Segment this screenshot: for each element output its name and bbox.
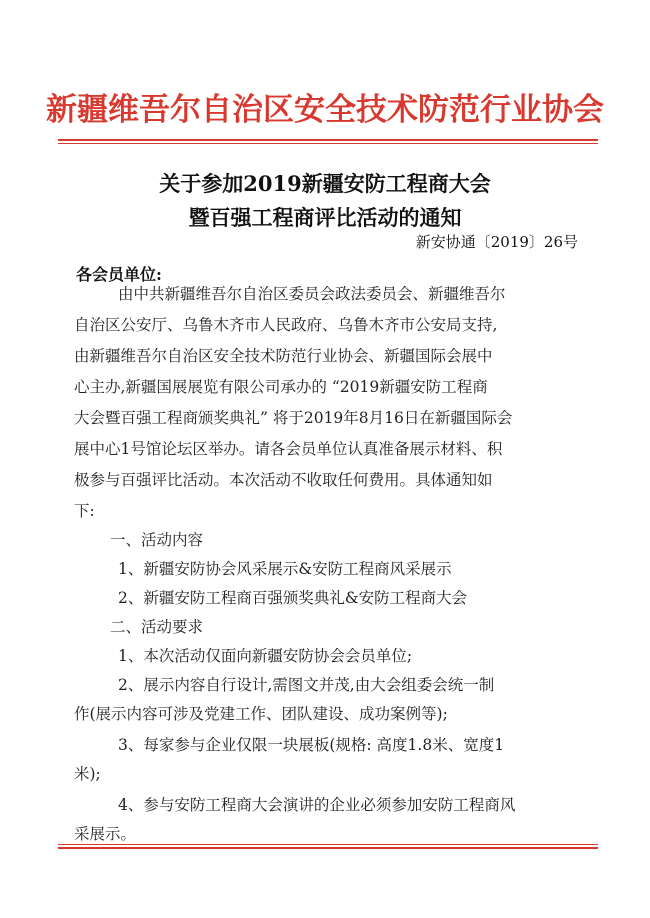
intro-line: 展中心1号馆论坛区举办。请各会员单位认真准备展示材料、积 [74, 440, 503, 458]
salutation: 各会员单位: [76, 265, 162, 284]
intro-line: 心主办,新疆国展展览有限公司承办的 “2019新疆安防工程商 [74, 378, 488, 396]
header-divider-thin [58, 143, 598, 144]
section2-line: 采展示。 [74, 825, 137, 843]
section1-item: 1、新疆安防协会风采展示&安防工程商风采展示 [118, 560, 452, 578]
section2-line: 米); [74, 765, 101, 783]
section2-line: 2、展示内容自行设计,需图文并茂,由大会组委会统一制 [118, 676, 495, 694]
intro-line: 大会暨百强工程商颁奖典礼” 将于2019年8月16日在新疆国际会 [74, 409, 513, 427]
footer-divider-thick [58, 847, 598, 849]
footer-divider-thin [58, 844, 598, 845]
intro-line: 由新疆维吾尔自治区安全技术防范行业协会、新疆国际会展中 [74, 347, 493, 365]
header-divider-thick [58, 139, 598, 141]
intro-line: 下: [74, 502, 95, 520]
section2-line: 4、参与安防工程商大会演讲的企业必须参加安防工程商风 [118, 796, 516, 814]
intro-line: 由中共新疆维吾尔自治区委员会政法委员会、新疆维吾尔 [118, 285, 506, 303]
section1-item: 2、新疆安防工程商百强颁奖典礼&安防工程商大会 [118, 589, 468, 607]
intro-line: 极参与百强评比活动。本次活动不收取任何费用。具体通知如 [74, 471, 493, 489]
document-number: 新安协通〔2019〕26号 [415, 233, 578, 251]
section2-line: 作(展示内容可涉及党建工作、团队建设、成功案例等); [74, 705, 448, 723]
notice-title-line-2: 暨百强工程商评比活动的通知 [188, 205, 462, 230]
section2-line: 1、本次活动仅面向新疆安防协会会员单位; [118, 647, 413, 665]
intro-line: 自治区公安厅、乌鲁木齐市人民政府、乌鲁木齐市公安局支持, [74, 316, 498, 334]
section-heading-activity-content: 一、活动内容 [110, 531, 204, 549]
section-heading-activity-requirements: 二、活动要求 [110, 618, 204, 636]
organization-header: 新疆维吾尔自治区安全技术防范行业协会 [46, 92, 604, 128]
notice-title-line-1: 关于参加2019新疆安防工程商大会 [159, 171, 491, 196]
section2-line: 3、每家参与企业仅限一块展板(规格: 高度1.8米、宽度1 [118, 736, 505, 754]
